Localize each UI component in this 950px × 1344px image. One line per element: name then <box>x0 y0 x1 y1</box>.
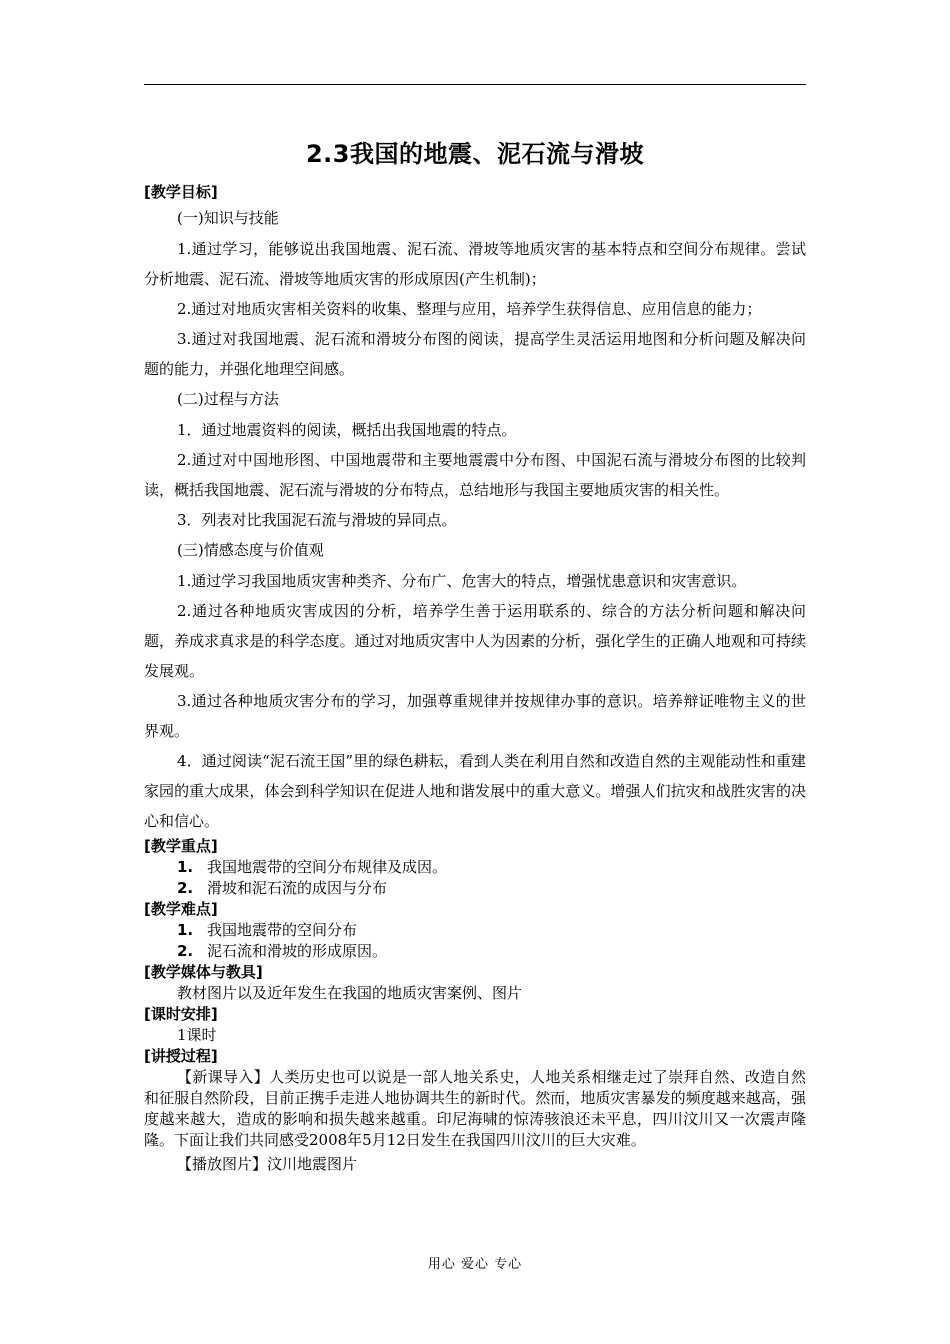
paragraph: 4．通过阅读“泥石流王国”里的绿色耕耘，看到人类在利用自然和改造自然的主观能动性和重建家园的重大成果，体会到科学知识在促进人地和谐发展中的重大意义。增强人们抗灾和战胜灾害的决心和信心。 <box>144 752 806 830</box>
document-body <box>144 182 806 1175</box>
schedule-heading: [课时安排] <box>144 1005 218 1023</box>
paragraph: 2.通过对中国地形图、中国地震带和主要地震震中分布图、中国泥石流与滑坡分布图的比较判读，概括我国地震、泥石流与滑坡的分布特点，总结地形与我国主要地质灾害的相关性。 <box>144 451 806 499</box>
list-item-number: 1. <box>177 858 194 876</box>
paragraph: 2.通过各种地质灾害成因的分析，培养学生善于运用联系的、综合的方法分析问题和解决问题，养成求真求是的科学态度。通过对地质灾害中人为因素的分析，强化学生的正确人地观和可持续发展观。 <box>144 602 806 680</box>
paragraph: 2.通过对地质灾害相关资料的收集、整理与应用，培养学生获得信息、应用信息的能力； <box>177 300 762 318</box>
objectives-heading: [教学目标] <box>144 183 218 201</box>
list-item <box>144 878 806 899</box>
paragraph: 3.通过对我国地震、泥石流和滑坡分布图的阅读，提高学生灵活运用地图和分析问题及解决问题的能力，并强化地理空间感。 <box>144 330 806 378</box>
list-item-text: 滑坡和泥石流的成因与分布 <box>207 879 388 897</box>
difficulties-heading: [教学难点] <box>144 900 218 918</box>
section-label: (三)情感态度与价值观 <box>177 541 324 559</box>
media-text: 教材图片以及近年发生在我国的地质灾害案例、图片 <box>177 984 523 1002</box>
list-item-number: 2. <box>177 942 194 960</box>
play-paragraph: 【播放图片】汶川地震图片 <box>177 1155 358 1173</box>
page-footer: 用心 爱心 专心 <box>427 1257 523 1272</box>
key-points-heading: [教学重点] <box>144 837 218 855</box>
list-item <box>144 857 806 878</box>
paragraph: 1.通过学习我国地质灾害种类齐、分布广、危害大的特点，增强忧患意识和灾害意识。 <box>177 572 747 590</box>
paragraph: 1.通过学习，能够说出我国地震、泥石流、滑坡等地质灾害的基本特点和空间分布规律。尝试分析地震、泥石流、滑坡等地质灾害的形成原因(产生机制)； <box>144 240 806 288</box>
section-label: (二)过程与方法 <box>177 390 279 408</box>
header-rule <box>144 84 806 85</box>
list-item <box>144 920 806 941</box>
list-item-text: 我国地震带的空间分布规律及成因。 <box>207 858 448 876</box>
intro-paragraph: 【新课导入】人类历史也可以说是一部人地关系史，人地关系相继走过了崇拜自然、改造自然和征服自然阶段，目前正携手走进人地协调共生的新时代。然而，地质灾害暴发的频度越来越高，强度越来越大，造成的影响和损失越来越重。印尼海啸的惊涛骇浪还未平息，四川汶川又一次震声隆隆。下面让我们共同感受2008年5月12日发生在我国四川汶川的巨大灾难。 <box>144 1068 806 1149</box>
list-item-text: 我国地震带的空间分布 <box>207 921 358 939</box>
list-item-number: 1. <box>177 921 194 939</box>
schedule-text: 1课时 <box>177 1026 217 1044</box>
paragraph: 3．列表对比我国泥石流与滑坡的异同点。 <box>177 511 457 529</box>
list-item-text: 泥石流和滑坡的形成原因。 <box>207 942 388 960</box>
page-title: 2.3我国的地震、泥石流与滑坡 <box>305 140 644 168</box>
process-heading: [讲授过程] <box>144 1047 218 1065</box>
list-item <box>144 941 806 962</box>
paragraph: 1．通过地震资料的阅读，概括出我国地震的特点。 <box>177 421 517 439</box>
paragraph: 3.通过各种地质灾害分布的学习，加强尊重规律并按规律办事的意识。培养辩证唯物主义的世界观。 <box>144 692 806 740</box>
list-item-number: 2. <box>177 879 194 897</box>
section-label: (一)知识与技能 <box>177 209 279 227</box>
media-heading: [教学媒体与教具] <box>144 963 263 981</box>
